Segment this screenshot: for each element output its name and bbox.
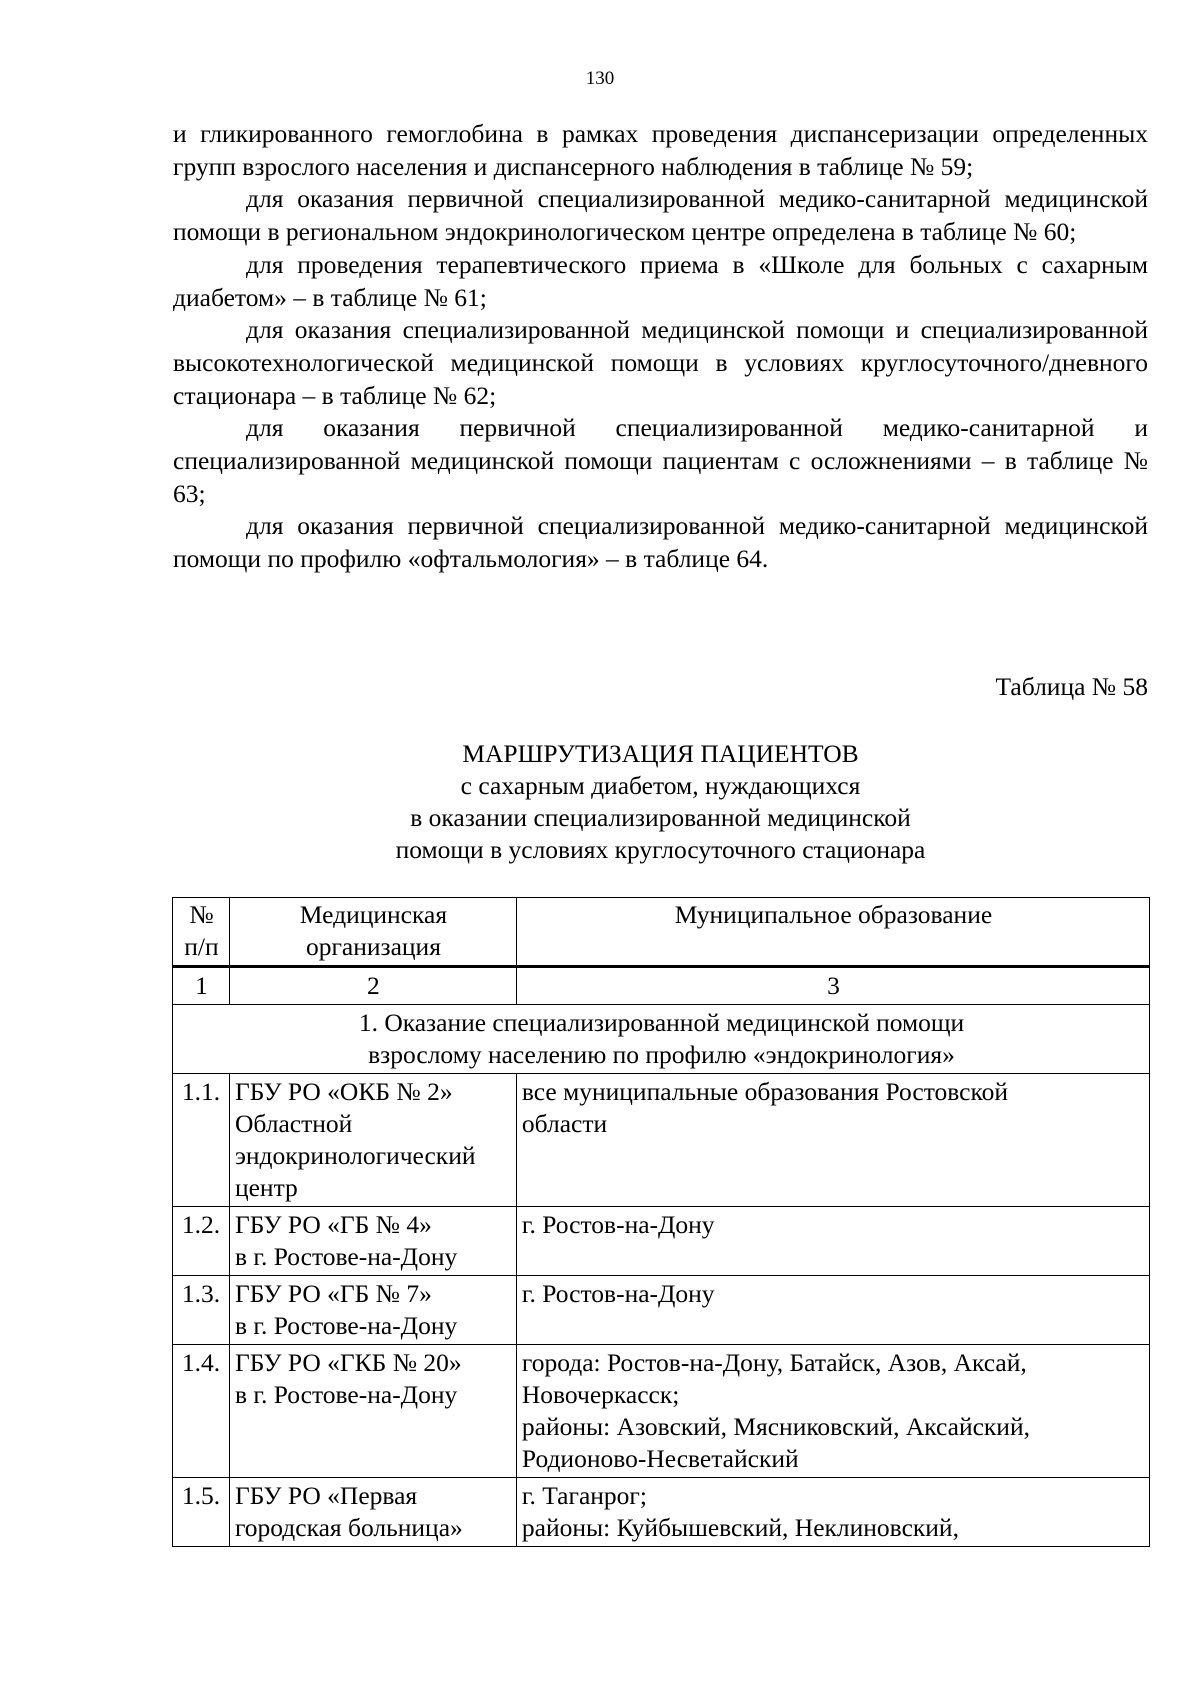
table-row — [173, 1478, 1150, 1547]
org-line: эндокринологический — [234, 1141, 476, 1170]
table-row — [173, 1345, 1150, 1478]
org-line: ГБУ РО «ГКБ № 20» — [234, 1348, 462, 1377]
header-org-line: Медицинская — [299, 900, 448, 929]
section-line: 1. Оказание специализированной медицинской помощи — [358, 1008, 965, 1037]
table-row — [173, 1207, 1150, 1276]
column-number: 3 — [516, 967, 1149, 1005]
municipality-line: Родионово-Несветайский — [521, 1444, 799, 1473]
row-organization — [229, 1478, 516, 1547]
municipality-line: г. Ростов-на-Дону — [521, 1279, 715, 1308]
section-line: взрослому населению по профилю «эндокринология» — [368, 1040, 955, 1069]
paragraph-5: для оказания первичной специализированной медико-санитарной и специализированной медицинской помощи пациентам с осложнениями – в таблице № 63; — [173, 413, 1148, 508]
municipality-line: области — [521, 1109, 608, 1138]
municipality-line: города: Ростов-на-Дону, Батайск, Азов, Аксай, — [521, 1348, 1027, 1377]
org-line: в г. Ростове-на-Дону — [234, 1380, 458, 1409]
municipality-line: все муниципальные образования Ростовской — [521, 1077, 1008, 1106]
org-line: ГБУ РО «ОКБ № 2» — [234, 1077, 453, 1106]
section-row — [173, 1005, 1150, 1074]
org-line: центр — [234, 1173, 298, 1202]
row-municipality — [516, 1074, 1149, 1207]
org-line: в г. Ростове-на-Дону — [234, 1311, 458, 1340]
heading-line: помощи в условиях круглосуточного стационара — [395, 835, 926, 864]
org-line: Областной — [234, 1109, 353, 1138]
row-number: 1.2. — [173, 1207, 230, 1276]
column-number: 2 — [229, 967, 516, 1005]
routing-table — [172, 897, 1150, 1547]
row-number: 1.5. — [173, 1478, 230, 1547]
header-num-line: № — [189, 900, 214, 929]
header-municipality-text: Муниципальное образование — [674, 900, 993, 929]
body-text — [173, 118, 1148, 576]
municipality-line: районы: Куйбышевский, Неклиновский, — [521, 1513, 959, 1542]
header-municipality — [516, 898, 1149, 967]
table-header-row — [173, 898, 1150, 967]
row-number: 1.4. — [173, 1345, 230, 1478]
org-line: в г. Ростове-на-Дону — [234, 1242, 458, 1271]
org-line: ГБУ РО «ГБ № 7» — [234, 1279, 432, 1308]
page-number: 130 — [585, 68, 615, 89]
org-line: городская больница» — [234, 1513, 463, 1542]
org-line: ГБУ РО «Первая — [234, 1481, 418, 1510]
table-heading — [173, 738, 1148, 866]
heading-line: в оказании специализированной медицинской — [410, 803, 911, 832]
municipality-line: г. Ростов-на-Дону — [521, 1210, 715, 1239]
section-title — [173, 1005, 1150, 1074]
row-number: 1.1. — [173, 1074, 230, 1207]
row-municipality — [516, 1345, 1149, 1478]
municipality-line: г. Таганрог; — [521, 1481, 647, 1510]
row-municipality — [516, 1276, 1149, 1345]
paragraph-1: и гликированного гемоглобина в рамках проведения диспансеризации определенных групп взрослого населения и диспансерного наблюдения в таблице № 59; — [173, 119, 1148, 181]
paragraph-3: для проведения терапевтического приема в «Школе для больных с сахарным диабетом» – в таблице № 61; — [173, 249, 1148, 312]
municipality-line: районы: Азовский, Мясниковский, Аксайский, — [521, 1412, 1030, 1441]
row-number: 1.3. — [173, 1276, 230, 1345]
header-num — [173, 898, 230, 967]
paragraph-2: для оказания первичной специализированной медико-санитарной медицинской помощи в региональном эндокринологическом центре определена в таблице № 60; — [173, 184, 1148, 247]
heading-line: с сахарным диабетом, нуждающихся — [460, 771, 861, 800]
heading-title: МАРШРУТИЗАЦИЯ ПАЦИЕНТОВ — [462, 739, 859, 768]
municipality-line: Новочеркасск; — [521, 1380, 680, 1409]
org-line: ГБУ РО «ГБ № 4» — [234, 1210, 432, 1239]
row-municipality — [516, 1478, 1149, 1547]
table-row — [173, 1276, 1150, 1345]
table-row — [173, 1074, 1150, 1207]
paragraph-6: для оказания первичной специализированной медико-санитарной медицинской помощи по профилю «офтальмология» – в таблице 64. — [173, 511, 1148, 574]
table-caption: Таблица № 58 — [995, 672, 1148, 701]
column-number: 1 — [173, 967, 230, 1005]
paragraph-4: для оказания специализированной медицинской помощи и специализированной высокотехнологической медицинской помощи в условиях круглосуточного/дневного стационара – в таблице № 62; — [173, 315, 1148, 410]
header-num-line: п/п — [184, 932, 219, 961]
row-organization — [229, 1207, 516, 1276]
row-municipality — [516, 1207, 1149, 1276]
header-org-line: организация — [305, 932, 441, 961]
row-organization — [229, 1074, 516, 1207]
header-organization — [229, 898, 516, 967]
column-numbers-row — [173, 967, 1150, 1005]
row-organization — [229, 1345, 516, 1478]
row-organization — [229, 1276, 516, 1345]
